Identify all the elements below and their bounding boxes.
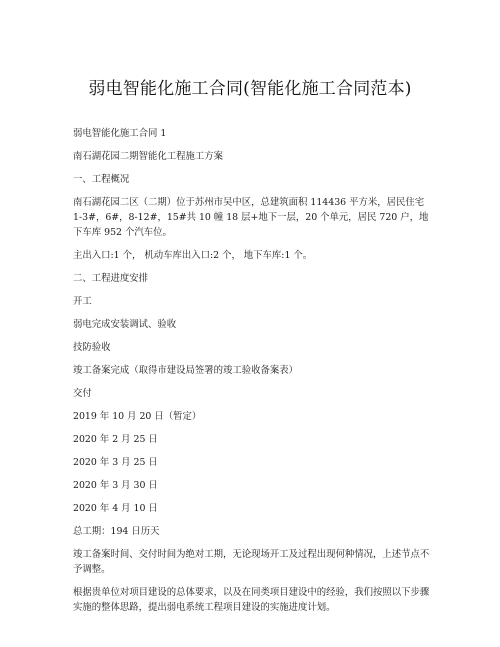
document-title: 弱电智能化施工合同(智能化施工合同范本) [88,79,412,99]
schedule-item: 弱电完成安装调试、验收 [73,319,177,330]
paragraph-total-duration: 总工期：194 日历天 [73,526,160,537]
schedule-date: 2020 年 4 月 10 日 [73,503,158,514]
paragraph-overview: 南石湖花园二区（二期）位于苏州市吴中区，总建筑面积 114436 平方米，居民住宅 1-3#，6#，8-12#，15#共 10 幢 18 层+地下一层，20 个单元，居民 720 户，地下车库 952 个汽车位。 [73,197,429,238]
schedule-item: 技防验收 [73,342,111,353]
paragraph-entrances: 主出入口:1 个， 机动车库出入口:2 个， 地下车库:1 个。 [73,250,313,261]
paragraph-schedule-note: 竣工备案时间、交付时间为绝对工期，无论现场开工及过程出现何种情况，上述节点不予调整。 [73,549,430,575]
paragraph-contract-number: 弱电智能化施工合同 1 [73,128,167,139]
schedule-date: 2019 年 10 月 20 日（暂定） [73,411,202,422]
schedule-date: 2020 年 3 月 25 日 [73,457,158,468]
document-body [73,126,433,615]
paragraph-implementation-plan: 根据贵单位对项目建设的总体要求，以及在同类项目建设中的经验，我们按照以下步骤实施的整体思路，提出弱电系统工程项目建设的实施进度计划。 [73,587,430,613]
paragraph-plan-title: 南石湖花园二期智能化工程施工方案 [73,151,224,162]
schedule-date: 2020 年 3 月 30 日 [73,480,158,491]
schedule-item: 开工 [73,296,92,307]
section-heading-schedule: 二、工程进度安排 [73,273,149,284]
schedule-date: 2020 年 2 月 25 日 [73,434,158,445]
section-heading-overview: 一、工程概况 [73,174,130,185]
schedule-item: 交付 [73,388,92,399]
schedule-item: 竣工备案完成（取得市建设局签署的竣工验收备案表） [73,365,299,376]
